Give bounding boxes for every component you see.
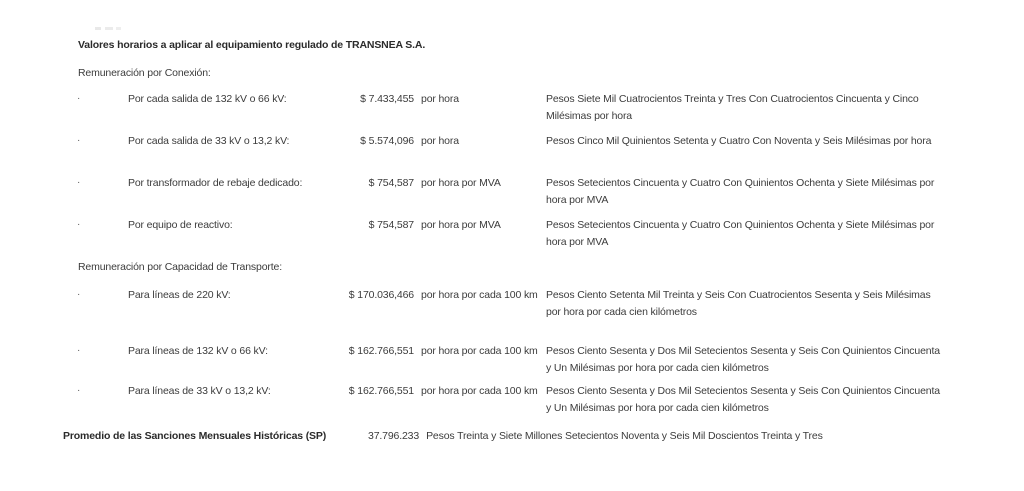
row-description	[546, 343, 1024, 377]
row-amount: $ 7.433,455	[360, 93, 414, 105]
summary-value-wrap	[368, 428, 1024, 444]
summary-text: Pesos Treinta y Siete Millones Setecientos Noventa y Seis Mil Doscientos Treinta y Tres	[426, 430, 823, 442]
row-unit: por hora por cada 100 km	[421, 345, 538, 357]
section-heading-conexion: Remuneración por Conexión:	[78, 67, 211, 79]
row-label: Para líneas de 132 kV o 66 kV:	[128, 345, 268, 357]
row-label: Por transformador de rebaje dedicado:	[128, 177, 303, 189]
row-bullet: ·	[77, 135, 81, 146]
description-line: y Un Milésimas por hora por cada cien kilómetros	[546, 402, 769, 414]
description-line: Pesos Setecientos Cincuenta y Cuatro Con Quinientos Ochenta y Siete Milésimas por	[546, 219, 935, 231]
row-amount: $ 170.036,466	[348, 289, 414, 301]
tariff-row-lineas-132kv	[0, 343, 1024, 377]
description-line: Pesos Ciento Sesenta y Dos Mil Setecientos Sesenta y Seis Con Quinientos Cincuenta	[546, 385, 940, 397]
row-unit: por hora por MVA	[421, 177, 501, 189]
description-line: Pesos Ciento Sesenta y Dos Mil Setecientos Sesenta y Seis Con Quinientos Cincuenta	[546, 345, 940, 357]
row-unit: por hora por cada 100 km	[421, 289, 538, 301]
description-line: hora por MVA	[546, 236, 609, 248]
document-title: Valores horarios a aplicar al equipamiento regulado de TRANSNEA S.A.	[78, 39, 426, 51]
row-label: Para líneas de 220 kV:	[128, 289, 231, 301]
summary-label: Promedio de las Sanciones Mensuales Históricas (SP)	[63, 430, 327, 442]
row-amount: $ 162.766,551	[348, 345, 414, 357]
tariff-row-salida-33kv	[0, 133, 1024, 150]
row-bullet: ·	[77, 345, 81, 356]
description-line: Pesos Ciento Setenta Mil Treinta y Seis Con Cuatrocientos Sesenta y Seis Milésimas	[546, 289, 931, 301]
description-line: Milésimas por hora	[546, 110, 632, 122]
row-description	[546, 287, 1024, 321]
description-line: Pesos Setecientos Cincuenta y Cuatro Con Quinientos Ochenta y Siete Milésimas por	[546, 177, 935, 189]
summary-row	[0, 428, 1024, 444]
tariff-row-salida-132kv	[0, 91, 1024, 125]
row-description	[546, 217, 1024, 251]
row-description	[546, 383, 1024, 417]
row-description	[546, 175, 1024, 209]
row-bullet: ·	[77, 177, 81, 188]
row-bullet: ·	[77, 219, 81, 230]
row-unit: por hora	[421, 135, 459, 147]
row-unit: por hora por cada 100 km	[421, 385, 538, 397]
row-amount: $ 754,587	[368, 219, 414, 231]
row-description	[546, 133, 1024, 150]
row-bullet: ·	[77, 93, 81, 104]
summary-value: 37.796.233	[368, 430, 420, 442]
description-line: Pesos Cinco Mil Quinientos Setenta y Cuatro Con Noventa y Seis Milésimas por hora	[546, 135, 932, 147]
section-heading-transporte: Remuneración por Capacidad de Transporte:	[78, 261, 282, 273]
row-description	[546, 91, 1024, 125]
row-label: Por equipo de reactivo:	[128, 219, 233, 231]
tariff-row-reactivo	[0, 217, 1024, 251]
row-label: Para líneas de 33 kV o 13,2 kV:	[128, 385, 271, 397]
description-line: y Un Milésimas por hora por cada cien kilómetros	[546, 362, 769, 374]
tariff-row-lineas-220kv	[0, 287, 1024, 321]
row-unit: por hora por MVA	[421, 219, 501, 231]
row-unit: por hora	[421, 93, 459, 105]
row-bullet: ·	[77, 385, 81, 396]
description-line: Pesos Siete Mil Cuatrocientos Treinta y Tres Con Cuatrocientos Cincuenta y Cinco	[546, 93, 919, 105]
description-line: por hora por cada cien kilómetros	[546, 306, 697, 318]
row-amount: $ 754,587	[368, 177, 414, 189]
tariff-row-transformador	[0, 175, 1024, 209]
description-line: hora por MVA	[546, 194, 609, 206]
scan-artifact	[95, 27, 121, 30]
row-amount: $ 5.574,096	[360, 135, 414, 147]
row-bullet: ·	[77, 289, 81, 300]
row-amount: $ 162.766,551	[348, 385, 414, 397]
row-label: Por cada salida de 132 kV o 66 kV:	[128, 93, 287, 105]
tariff-row-lineas-33kv	[0, 383, 1024, 417]
row-label: Por cada salida de 33 kV o 13,2 kV:	[128, 135, 290, 147]
